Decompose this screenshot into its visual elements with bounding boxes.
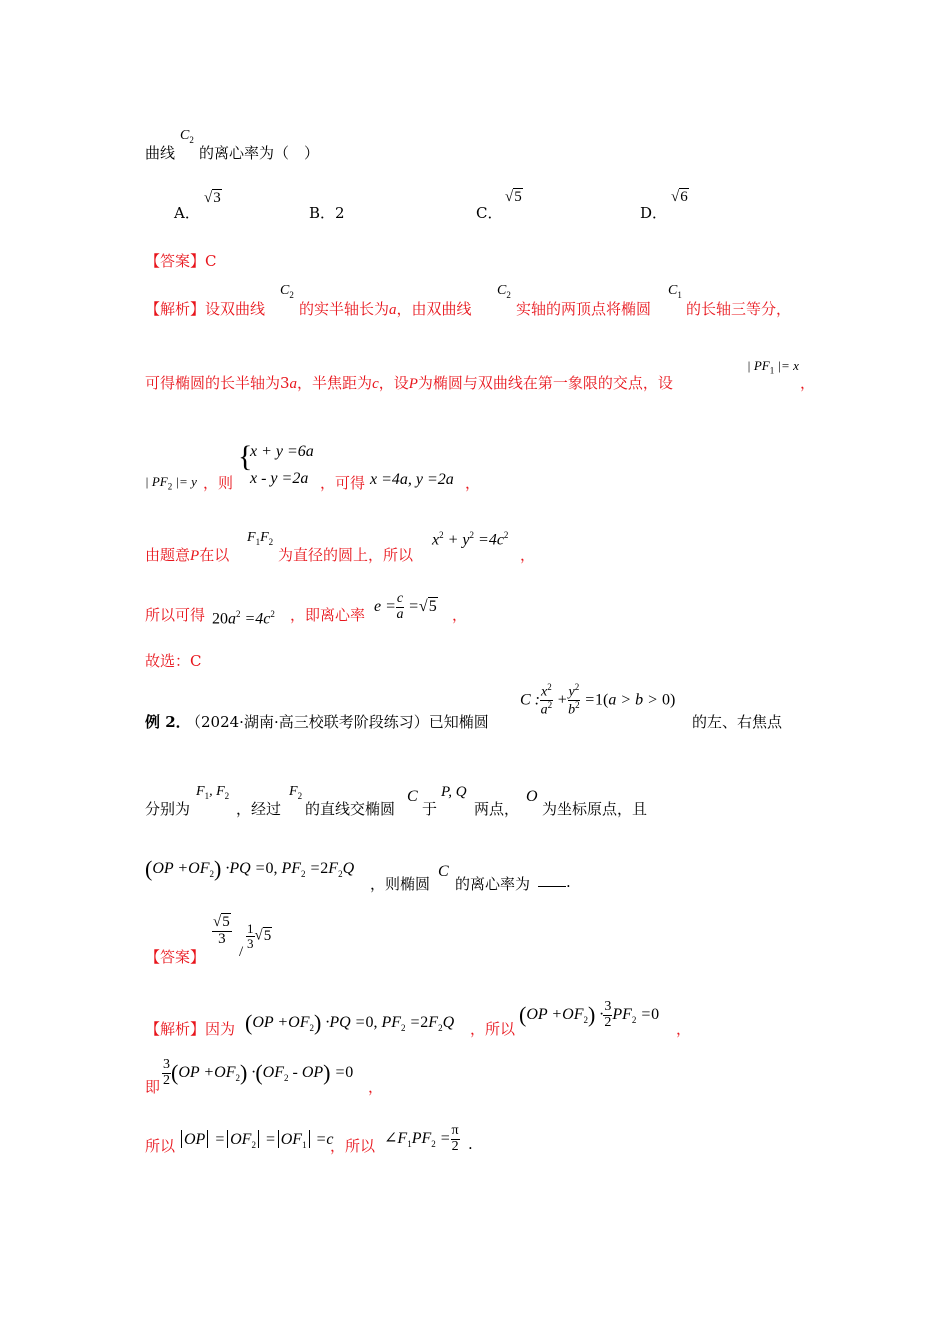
- brace: {: [238, 440, 253, 473]
- math-pf2-eq-y: | $PF_2$ |= y: [145, 474, 197, 492]
- answer-tag: 【答案】C: [145, 252, 217, 270]
- answer-value-2: $\frac{1}{3}$ √5: [247, 921, 272, 951]
- math-right-angle: $\angle F_1PF_2$ = $\frac{\pi}{2}$: [384, 1123, 459, 1154]
- option-d-value: √6: [671, 189, 688, 205]
- math-c2: $C_2$: [180, 128, 194, 145]
- option-a-value: √3: [204, 190, 221, 206]
- solution-text: ，所以: [330, 1137, 376, 1155]
- stem-text-a: 曲线: [145, 144, 176, 162]
- answer-separator: /: [239, 944, 244, 960]
- solution-text: 所以: [145, 1137, 176, 1155]
- answer-value-1: $\frac{√5}{3}$: [213, 914, 230, 947]
- example-label: 例 2．: [145, 713, 191, 731]
- example-text: 的直线交椭圆: [305, 800, 396, 818]
- math-c: C: [407, 788, 418, 805]
- example-text: 两点，: [474, 800, 520, 818]
- example-text: 为坐标原点，且: [542, 800, 648, 818]
- solution-text: 的长轴三等分，: [686, 300, 792, 318]
- math-f1f2: $F_1F_2$: [247, 530, 274, 547]
- math-c1: $C_1$: [668, 283, 682, 300]
- answer-blank: .: [538, 873, 571, 891]
- solution-text: 的实半轴长为a，由双曲线: [299, 300, 472, 318]
- solution-text: ，所以: [470, 1020, 516, 1038]
- example-source: （2024·湖南·高三校联考阶段练习）已知椭圆: [186, 713, 489, 731]
- math-dot-product: $(OP +OF_2)$ · $\frac{3}{2}$ $PF_2 =0$: [519, 999, 660, 1030]
- solution-tag: 【解析】设双曲线: [145, 300, 266, 318]
- math-p-q: P, Q: [441, 784, 467, 800]
- math-o: O: [526, 788, 538, 805]
- option-c-label: C．: [476, 204, 503, 222]
- math-eccentricity: e = $\frac{c}{a}$ =√5: [374, 591, 437, 622]
- solution-text: .: [468, 1135, 473, 1153]
- stem-text-b: 的离心率为（ ）: [199, 144, 320, 162]
- example-text: ，经过: [236, 800, 282, 818]
- solution-text: ，则: [203, 474, 234, 492]
- example-text: 的离心率为: [455, 875, 531, 893]
- answer-tag: 【答案】: [145, 948, 206, 966]
- solution-text: 可得椭圆的长半轴为3a，半焦距为c，设P为椭圆与双曲线在第一象限的交点，设: [145, 374, 673, 392]
- math-solution-xy: x =4a, y =2a: [370, 471, 454, 488]
- math-product-expand: $\frac{3}{2}$ $(OP +OF_2) \cdot(OF_2 - OP) =0$: [163, 1057, 354, 1088]
- example-text: 的左、右焦点: [692, 713, 783, 731]
- solution-text: ，: [465, 474, 481, 492]
- option-c-value: √5: [505, 189, 522, 205]
- solution-text: 即: [145, 1078, 161, 1096]
- solution-tag: 【解析】因为: [145, 1020, 236, 1038]
- solution-text: ，: [520, 546, 536, 564]
- example-text: 分别为: [145, 800, 191, 818]
- solution-text: 为直径的圆上，所以: [278, 546, 414, 564]
- math-20a2: $20a^2 =4c^2$: [212, 609, 275, 628]
- math-vector-condition: $(OP +OF_2) \cdot PQ =0$, $PF_2 =2F_2Q$: [245, 1010, 455, 1035]
- math-c: C: [438, 863, 449, 880]
- solution-text: 所以可得: [145, 606, 206, 624]
- solution-text: ，: [368, 1078, 384, 1096]
- example-text: ，则椭圆: [370, 875, 431, 893]
- math-c2: $C_2$: [280, 283, 294, 300]
- solution-conclusion: 故选：C: [145, 652, 202, 670]
- solution-text: ，: [800, 374, 816, 392]
- option-d-label: D．: [640, 204, 668, 222]
- math-circle-eq: $x^2 + y^2 =4c^2$: [432, 530, 509, 549]
- math-c2: $C_2$: [497, 283, 511, 300]
- option-a-label: A．: [174, 204, 200, 222]
- math-vector-condition: $(OP +OF_2) \cdot PQ =0$, $PF_2 =2F_2Q$: [145, 856, 355, 881]
- solution-text: ，: [676, 1020, 692, 1038]
- math-ellipse-eq: C : $\frac{x^2}{a^2}$ + $\frac{y^2}{b^2}$ =1(a > b > 0): [520, 682, 676, 718]
- option-b: B．2: [309, 204, 345, 222]
- solution-text: 由题意P在以: [145, 546, 230, 564]
- equation-1: x + y =6a: [250, 443, 314, 460]
- equation-2: x - y =2a: [250, 470, 309, 487]
- solution-text: ，可得: [320, 474, 366, 492]
- math-f2: $F_2$: [289, 784, 303, 801]
- math-f1-f2: $F_1$, $F_2$: [196, 784, 230, 801]
- solution-text: 实轴的两顶点将椭圆: [516, 300, 652, 318]
- example-text: 于: [422, 800, 438, 818]
- solution-text: ，: [452, 606, 468, 624]
- math-equal-lengths: OP = $OF_2 = OF_1 =c$: [179, 1130, 333, 1150]
- solution-text: ，即离心率: [290, 606, 366, 624]
- math-pf1-eq-x: | $PF_1$ |= x: [747, 358, 799, 376]
